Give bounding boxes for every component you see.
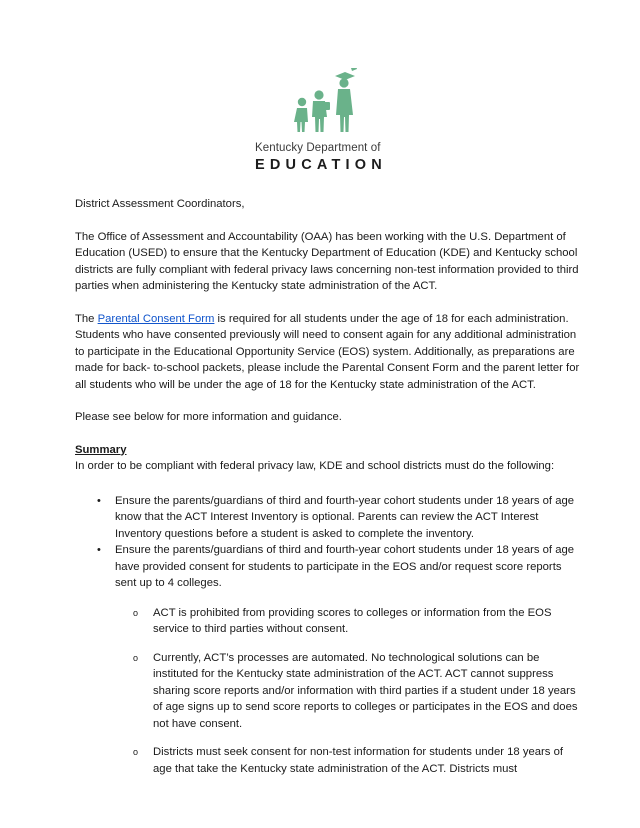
sub-list-item: [75, 605, 580, 638]
kde-logo: [255, 68, 395, 173]
sub-list-item-text: ACT is prohibited from providing scores to colleges or information from the EOS service to third parties without consent.: [153, 606, 552, 635]
list-item: [75, 493, 580, 543]
paragraph-consent-pre: The: [75, 312, 98, 325]
letter-body: [75, 196, 580, 789]
list-item: [75, 542, 580, 592]
salutation: District Assessment Coordinators,: [75, 198, 245, 210]
sub-list-item-text: Currently, ACT’s processes are automated. No technological solutions can be instituted for the Kentucky state administration of the ACT. ACT cannot suppress sharing score reports and/or information with third parties if a student under 18 years of age signs up to send score reports to colleges or participates in the EOS and does not have consent.: [153, 651, 578, 730]
paragraph-consent: [75, 311, 580, 394]
circle-bullet-icon: o: [133, 747, 139, 757]
sub-list-item: [75, 744, 580, 777]
sub-list-item: [75, 650, 580, 733]
paragraph-consent-post: is required for all students under the age of 18 for each administration. Students who have consented previously will need to consent again for any additional administration to participate in the Educational Opportunity Service (EOS) system. Additionally, as preparations are made for back- to-school packets, please include the Parental Consent Form and the parent letter for all students who will be under the age of 18 for the Kentucky state administration of the ACT.: [75, 312, 580, 391]
sub-requirements-list: [75, 605, 580, 778]
logo-text-education: EDUCATION: [255, 157, 387, 173]
sub-list-item-text: Districts must seek consent for non-test information for students under 18 years of age that take the Kentucky state administration of the ACT. Districts must: [153, 746, 564, 775]
summary-intro: In order to be compliant with federal privacy law, KDE and school districts must do the following:: [75, 460, 555, 472]
list-item-text: Ensure the parents/guardians of third and fourth-year cohort students under 18 years of age know that the ACT Interest Inventory is optional. Parents can review the ACT Interest Inventory questions before a student is asked to complete the inventory.: [115, 494, 575, 540]
requirements-list: [75, 493, 580, 592]
summary-heading: Summary: [75, 443, 127, 456]
circle-bullet-icon: o: [133, 607, 139, 618]
circle-bullet-icon: o: [133, 652, 139, 663]
bullet-icon: •: [97, 544, 101, 556]
paragraph-guidance: Please see below for more information and guidance.: [75, 411, 342, 423]
paragraph-intro: The Office of Assessment and Accountability (OAA) has been working with the U.S. Department of Education (USED) to ensure that the Kentucky Department of Education (KDE) and Kentucky school districts are fully compliant with federal privacy laws concerning non-test information provided to third parties when administering the Kentucky state administration of the ACT.: [75, 230, 579, 292]
bullet-icon: •: [97, 494, 101, 507]
logo-text-department: Kentucky Department of: [255, 142, 381, 154]
parental-consent-form-link[interactable]: Parental Consent Form: [97, 312, 215, 325]
list-item-text: Ensure the parents/guardians of third and fourth-year cohort students under 18 years of age have provided consent for students to participate in the EOS and/or request score reports sent up to 4 colleges.: [115, 544, 575, 589]
children-figures-icon: [293, 68, 357, 140]
